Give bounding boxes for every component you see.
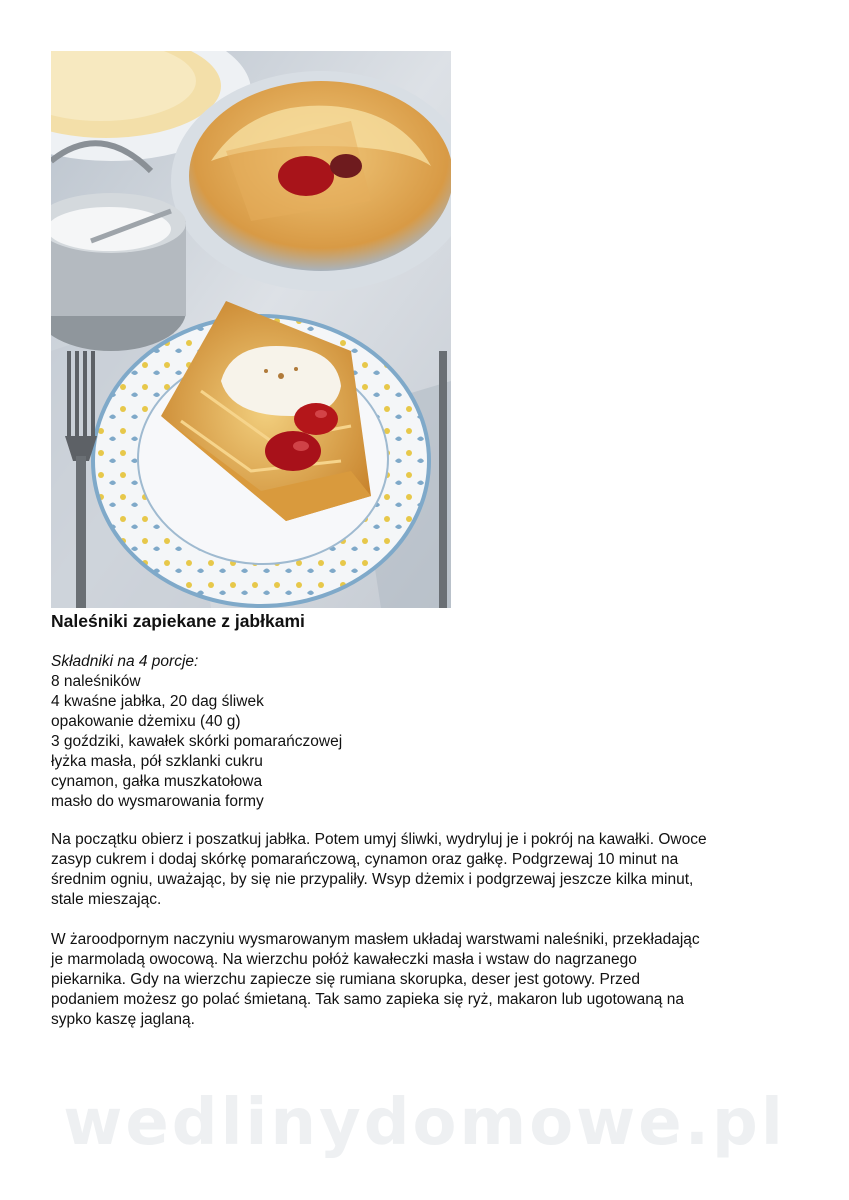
ingredient-item: cynamon, gałka muszkatołowa bbox=[51, 773, 263, 790]
paragraph-line: zasyp cukrem i dodaj skórkę pomarańczową, cynamon oraz gałkę. Podgrzewaj 10 minut na bbox=[51, 851, 679, 868]
recipe-photo bbox=[51, 51, 451, 608]
instructions-paragraph-1 bbox=[51, 830, 707, 910]
ingredient-item: masło do wysmarowania formy bbox=[51, 793, 264, 810]
ingredient-item: 3 goździki, kawałek skórki pomarańczowej bbox=[51, 733, 343, 750]
ingredients-list bbox=[51, 652, 342, 812]
paragraph-line: piekarnika. Gdy na wierzchu zapiecze się rumiana skorupka, deser jest gotowy. Przed bbox=[51, 971, 640, 988]
paragraph-line: średnim ogniu, uważając, by się nie przypaliły. Wsyp dżemix i podgrzewaj jeszcze kilka minut, bbox=[51, 871, 694, 888]
paragraph-line: W żaroodpornym naczyniu wysmarowanym masłem układaj warstwami naleśniki, przekładając bbox=[51, 931, 700, 948]
paragraph-line: podaniem możesz go polać śmietaną. Tak samo zapieka się ryż, makaron lub ugotowaną na bbox=[51, 991, 684, 1008]
ingredient-item: opakowanie dżemixu (40 g) bbox=[51, 713, 241, 730]
ingredients-heading: Składniki na 4 porcje: bbox=[51, 653, 199, 670]
paragraph-line: stale mieszając. bbox=[51, 891, 162, 908]
ingredient-item: 4 kwaśne jabłka, 20 dag śliwek bbox=[51, 693, 264, 710]
paragraph-line: sypko kaszę jaglaną. bbox=[51, 1011, 195, 1028]
ingredient-item: 8 naleśników bbox=[51, 673, 141, 690]
site-watermark: wedlinydomowe.pl bbox=[63, 1086, 786, 1160]
paragraph-line: Na początku obierz i poszatkuj jabłka. Potem umyj śliwki, wydryluj je i pokrój na kawałki. Owoce bbox=[51, 831, 707, 848]
food-photo-icon bbox=[51, 51, 451, 608]
paragraph-line: je marmoladą owocową. Na wierzchu połóż kawałeczki masła i wstaw do nagrzanego bbox=[51, 951, 637, 968]
recipe-title: Naleśniki zapiekane z jabłkami bbox=[51, 611, 305, 631]
ingredient-item: łyżka masła, pół szklanki cukru bbox=[51, 753, 263, 770]
instructions-paragraph-2 bbox=[51, 930, 700, 1030]
